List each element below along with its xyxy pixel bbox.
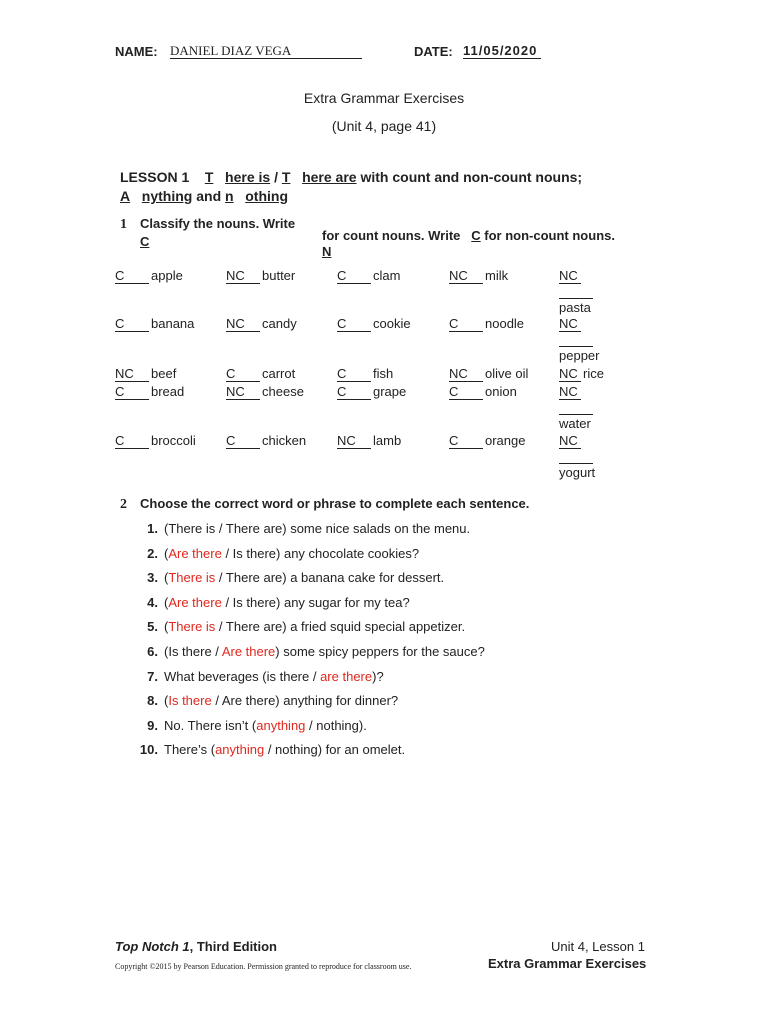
exercise2-item	[136, 644, 485, 659]
noun-item	[226, 366, 295, 382]
noun-answer-blank[interactable]: C	[115, 317, 149, 332]
selected-answer[interactable]: Are there	[168, 545, 222, 561]
noun-item	[559, 316, 600, 363]
noun-label: carrot	[262, 366, 296, 381]
noun-item	[115, 384, 184, 400]
exercise2-item	[136, 619, 465, 634]
exercise2-item	[136, 718, 367, 733]
lesson-nything: nything	[141, 188, 193, 204]
noun-item	[337, 433, 401, 449]
footer-book-title: Top Notch 1	[115, 939, 190, 954]
exercise2-item	[136, 595, 410, 610]
noun-item	[449, 433, 525, 449]
lesson-rest: with count and non-count nouns;	[360, 169, 583, 185]
sentence-text: / Are there) anything for dinner?	[211, 693, 399, 709]
exercise2-item	[136, 742, 405, 757]
date-label: DATE:	[414, 44, 453, 59]
exercise1-instruction-n: N	[322, 244, 332, 259]
noun-answer-blank[interactable]: NC	[559, 317, 581, 332]
noun-item	[559, 268, 591, 315]
lesson-n: n	[225, 188, 234, 204]
item-number: 8.	[147, 693, 158, 709]
noun-answer-blank[interactable]: C	[115, 385, 149, 400]
noun-answer-blank[interactable]: C	[449, 434, 483, 449]
lesson-t1: T	[204, 169, 214, 185]
noun-label: milk	[485, 268, 509, 283]
noun-answer-blank[interactable]: NC	[226, 269, 260, 284]
noun-item	[337, 316, 411, 332]
noun-label: water	[559, 416, 591, 431]
noun-label: chicken	[262, 433, 307, 448]
noun-label: pepper	[559, 348, 600, 363]
item-number: 5.	[147, 619, 158, 635]
item-number: 3.	[147, 570, 158, 586]
footer-book	[115, 939, 277, 954]
exercise1-instruction-c2: C	[471, 228, 481, 243]
lesson-here-is: here is	[225, 169, 271, 185]
noun-item	[226, 268, 295, 284]
noun-item	[449, 384, 517, 400]
noun-label: lamb	[373, 433, 402, 448]
exercise2-number: 2	[120, 497, 127, 512]
noun-item	[115, 316, 194, 332]
noun-item	[449, 366, 528, 382]
noun-label: bread	[151, 384, 185, 399]
noun-underline	[559, 414, 593, 415]
noun-answer-blank[interactable]: C	[226, 367, 260, 382]
noun-label: onion	[485, 384, 517, 399]
noun-item	[449, 316, 524, 332]
sentence-text: (	[164, 594, 169, 610]
noun-item	[226, 316, 297, 332]
footer-right-label: Extra Grammar Exercises	[488, 956, 647, 971]
item-number: 4.	[147, 594, 158, 610]
noun-item	[559, 433, 596, 480]
noun-item	[337, 366, 393, 382]
sentence-text: (Is there /	[164, 644, 222, 659]
sentence-text: / There are) a fried squid special appetizer.	[215, 619, 466, 635]
sentence-text: / There are) a banana cake for dessert.	[215, 570, 445, 586]
lesson-heading-line2	[120, 188, 288, 204]
selected-answer[interactable]: Are there	[168, 594, 222, 610]
noun-item	[559, 366, 604, 382]
selected-answer[interactable]: anything	[215, 742, 265, 758]
noun-answer-blank[interactable]: C	[337, 385, 371, 400]
exercise1-instruction-c: C	[140, 234, 150, 249]
lesson-slash: /	[274, 169, 278, 185]
noun-label: cheese	[262, 384, 304, 399]
item-number: 7.	[147, 668, 158, 684]
footer-edition: , Third Edition	[189, 939, 278, 954]
exercise1-number: 1	[120, 217, 127, 232]
noun-label: pasta	[559, 300, 591, 315]
exercise2-item	[136, 570, 444, 585]
footer-unit-lesson: Unit 4, Lesson 1	[551, 939, 645, 954]
exercise2-item	[136, 546, 419, 561]
noun-label: noodle	[485, 316, 525, 331]
noun-answer-blank[interactable]: NC	[449, 269, 483, 284]
noun-answer-blank[interactable]: C	[115, 269, 149, 284]
selected-answer[interactable]: anything	[256, 717, 306, 733]
lesson-othing: othing	[245, 188, 289, 204]
noun-answer-blank[interactable]: C	[337, 367, 371, 382]
sentence-text: No. There isn’t (	[164, 717, 257, 733]
selected-answer[interactable]: Is there	[168, 693, 212, 709]
noun-answer-blank[interactable]: C	[337, 317, 371, 332]
exercise2-item	[136, 669, 384, 684]
noun-label: grape	[373, 384, 407, 399]
item-number: 1.	[147, 521, 158, 536]
sentence-text: There’s (	[164, 742, 216, 758]
noun-label: butter	[262, 268, 296, 283]
exercise1-instruction-end: for non-count nouns.	[484, 228, 615, 243]
date-field[interactable]: 11/05/2020	[463, 44, 541, 59]
lesson-heading	[120, 169, 582, 185]
sentence-text: / Is there) any sugar for my tea?	[221, 594, 410, 610]
noun-label: banana	[151, 316, 195, 331]
noun-item	[115, 433, 196, 449]
noun-answer-blank[interactable]: NC	[337, 434, 371, 449]
noun-label: rice	[583, 366, 604, 381]
sentence-text: (	[164, 570, 169, 586]
worksheet-title: Extra Grammar Exercises	[303, 90, 465, 106]
selected-answer[interactable]: There is	[168, 570, 216, 586]
noun-underline	[559, 346, 593, 347]
sentence-text: (	[164, 545, 169, 561]
selected-answer[interactable]: are there	[320, 668, 373, 684]
noun-answer-blank[interactable]: NC	[226, 385, 260, 400]
noun-answer-blank[interactable]: NC	[559, 269, 581, 284]
noun-item	[449, 268, 508, 284]
noun-label: olive oil	[485, 366, 529, 381]
noun-item	[115, 268, 183, 284]
sentence-text: (There is / There are) some nice salads on the menu.	[164, 521, 471, 536]
exercise1-instruction-b	[322, 228, 615, 243]
lesson-prefix: LESSON 1	[120, 169, 190, 185]
noun-label: broccoli	[151, 433, 196, 448]
exercise2-item	[136, 521, 470, 536]
noun-label: beef	[151, 366, 177, 381]
noun-answer-blank[interactable]: C	[449, 317, 483, 332]
item-number: 6.	[147, 644, 158, 659]
noun-underline	[559, 298, 593, 299]
item-number: 9.	[147, 717, 158, 733]
noun-underline	[559, 463, 593, 464]
sentence-text: (	[164, 693, 169, 709]
exercise2-instruction: Choose the correct word or phrase to complete each sentence.	[140, 496, 530, 511]
noun-label: orange	[485, 433, 526, 448]
noun-answer-blank[interactable]: NC	[449, 367, 483, 382]
noun-item	[559, 384, 591, 431]
name-label: NAME:	[115, 44, 158, 59]
noun-item	[226, 433, 306, 449]
footer-copyright: Copyright ©2015 by Pearson Education. Permission granted to reproduce for classroom use.	[115, 962, 412, 971]
noun-label: yogurt	[559, 465, 596, 480]
noun-label: fish	[373, 366, 394, 381]
sentence-text: What beverages (is there /	[164, 668, 321, 684]
noun-answer-blank[interactable]: NC	[559, 434, 581, 449]
noun-item	[226, 384, 304, 400]
noun-item	[337, 268, 400, 284]
sentence-text: (	[164, 619, 169, 635]
lesson-here-are: here are	[302, 169, 357, 185]
sentence-text: / Is there) any chocolate cookies?	[221, 545, 420, 561]
name-field[interactable]: DANIEL DIAZ VEGA	[170, 44, 362, 59]
exercise1-instruction-a: Classify the nouns. Write	[140, 216, 296, 231]
sentence-text: / nothing).	[305, 717, 367, 733]
noun-answer-blank[interactable]: NC	[559, 385, 581, 400]
sentence-text: ) some spicy peppers for the sauce?	[275, 644, 485, 659]
noun-item	[337, 384, 406, 400]
noun-answer-blank[interactable]: NC	[559, 367, 581, 382]
noun-answer-blank[interactable]: NC	[115, 367, 149, 382]
exercise1-instruction-b-text: for count nouns. Write	[322, 228, 461, 243]
sentence-text: )?	[372, 668, 384, 684]
noun-item	[115, 366, 176, 382]
lesson-t2: T	[281, 169, 291, 185]
item-number: 10.	[139, 742, 158, 758]
worksheet-subtitle: (Unit 4, page 41)	[331, 118, 437, 134]
noun-label: candy	[262, 316, 297, 331]
lesson-a: A	[120, 188, 131, 204]
selected-answer[interactable]: There is	[168, 619, 216, 635]
noun-answer-blank[interactable]: C	[449, 385, 483, 400]
noun-label: apple	[151, 268, 183, 283]
noun-label: cookie	[373, 316, 411, 331]
sentence-text: / nothing) for an omelet.	[264, 742, 406, 758]
lesson-and: and	[196, 188, 222, 204]
noun-answer-blank[interactable]: C	[226, 434, 260, 449]
noun-label: clam	[373, 268, 401, 283]
item-number: 2.	[147, 545, 158, 561]
noun-answer-blank[interactable]: NC	[226, 317, 260, 332]
noun-answer-blank[interactable]: C	[115, 434, 149, 449]
noun-answer-blank[interactable]: C	[337, 269, 371, 284]
selected-answer[interactable]: Are there	[221, 644, 276, 659]
exercise2-item	[136, 693, 398, 708]
